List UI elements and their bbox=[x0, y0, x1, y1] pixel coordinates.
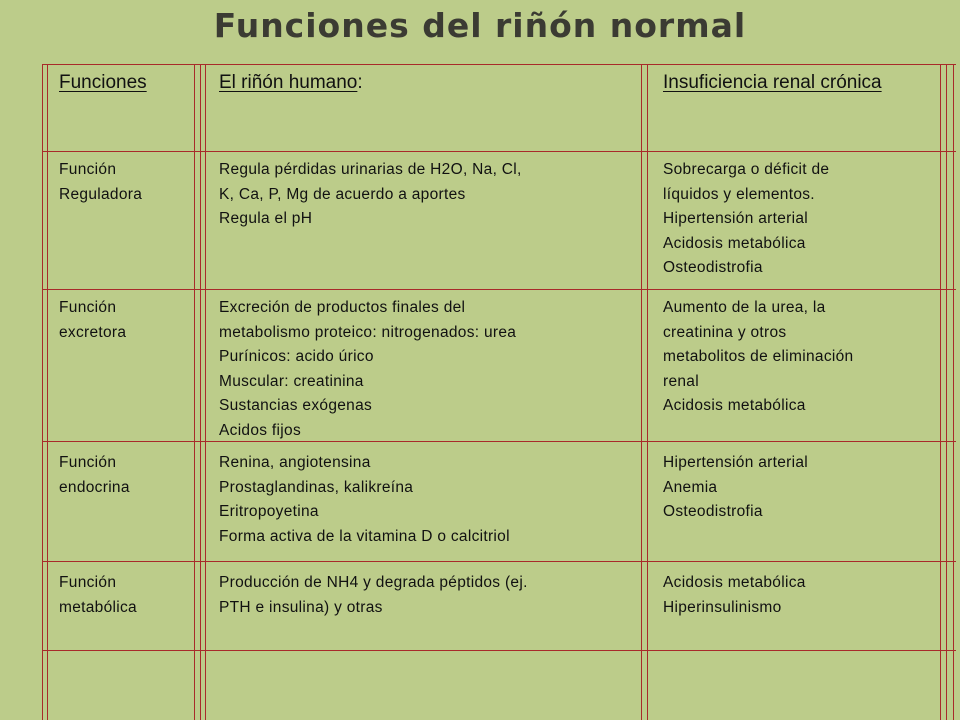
table-border-right bbox=[946, 64, 947, 720]
cell-funcion-excretora bbox=[59, 296, 126, 345]
header-rinon-humano-label: El riñón humano bbox=[219, 72, 358, 93]
header-irc: Insuficiencia renal crónica bbox=[663, 72, 882, 93]
row-divider bbox=[42, 151, 956, 152]
cell-line: Hipertensión arterial bbox=[663, 210, 809, 227]
row-divider bbox=[42, 561, 956, 562]
cell-line: endocrina bbox=[59, 478, 130, 496]
cell-line: Acidos fijos bbox=[219, 421, 301, 439]
cell-line: Acidosis metabólica bbox=[663, 234, 806, 252]
cell-line: Regula el pH bbox=[219, 210, 313, 227]
table-border-right-inner bbox=[940, 64, 941, 720]
header-rinon-humano-colon: : bbox=[357, 72, 363, 93]
column-divider bbox=[205, 64, 206, 720]
cell-funcion-metabolica bbox=[59, 571, 137, 620]
cell-line: Sustancias exógenas bbox=[219, 397, 373, 414]
cell-line: Osteodistrofia bbox=[663, 259, 763, 276]
cell-line: metabolitos de eliminación bbox=[663, 348, 854, 365]
cell-line: Excreción de productos finales del bbox=[219, 299, 466, 316]
cell-line: renal bbox=[663, 372, 699, 390]
row-divider bbox=[42, 289, 956, 290]
column-divider bbox=[200, 64, 201, 720]
cell-line: Muscular: creatinina bbox=[219, 372, 364, 390]
cell-irc-reguladora bbox=[663, 158, 829, 281]
cell-irc-metabolica bbox=[663, 571, 806, 620]
cell-line: líquidos y elementos. bbox=[663, 185, 815, 203]
cell-line: Reguladora bbox=[59, 185, 143, 203]
cell-rinon-excretora bbox=[219, 296, 516, 443]
cell-rinon-endocrina bbox=[219, 451, 510, 549]
cell-rinon-reguladora bbox=[219, 158, 522, 232]
cell-line: Renina, angiotensina bbox=[219, 454, 371, 471]
header-funciones: Funciones bbox=[59, 72, 147, 93]
cell-line: Forma activa de la vitamina D o calcitriol bbox=[219, 527, 510, 545]
cell-line: Hiperinsulinismo bbox=[663, 598, 782, 616]
cell-line: Acidosis metabólica bbox=[663, 397, 806, 414]
cell-line: metabólica bbox=[59, 598, 137, 616]
cell-line: Producción de NH4 y degrada péptidos (ej. bbox=[219, 574, 528, 591]
cell-irc-excretora bbox=[663, 296, 853, 419]
column-divider bbox=[194, 64, 195, 720]
cell-line: Función bbox=[59, 574, 117, 591]
cell-funcion-endocrina bbox=[59, 451, 130, 500]
column-divider bbox=[641, 64, 642, 720]
column-divider bbox=[647, 64, 648, 720]
cell-line: excretora bbox=[59, 323, 127, 341]
cell-line: Eritropoyetina bbox=[219, 503, 319, 520]
cell-line: PTH e insulina) y otras bbox=[219, 598, 383, 616]
cell-line: metabolismo proteico: nitrogenados: urea bbox=[219, 323, 517, 341]
cell-line: Hipertensión arterial bbox=[663, 454, 809, 471]
cell-line: Función bbox=[59, 299, 117, 316]
cell-line: Anemia bbox=[663, 478, 718, 496]
header-rinon-humano bbox=[219, 72, 363, 94]
cell-line: Función bbox=[59, 454, 117, 471]
cell-line: Aumento de la urea, la bbox=[663, 299, 826, 316]
cell-line: Regula pérdidas urinarias de H2O, Na, Cl, bbox=[219, 161, 522, 178]
page-title: Funciones del riñón normal bbox=[213, 6, 747, 45]
cell-line: K, Ca, P, Mg de acuerdo a aportes bbox=[219, 185, 466, 203]
row-divider bbox=[42, 650, 956, 651]
cell-rinon-metabolica bbox=[219, 571, 528, 620]
cell-line: creatinina y otros bbox=[663, 323, 787, 341]
table-border-right-outer bbox=[953, 64, 954, 720]
cell-line: Osteodistrofia bbox=[663, 503, 763, 520]
table-border-left-inner bbox=[47, 64, 48, 720]
cell-line: Sobrecarga o déficit de bbox=[663, 161, 830, 178]
cell-line: Función bbox=[59, 161, 117, 178]
cell-funcion-reguladora bbox=[59, 158, 142, 207]
table-border-left bbox=[42, 64, 43, 720]
row-divider bbox=[42, 64, 956, 65]
cell-line: Acidosis metabólica bbox=[663, 574, 806, 591]
cell-irc-endocrina bbox=[663, 451, 808, 525]
cell-line: Purínicos: acido úrico bbox=[219, 348, 374, 365]
cell-line: Prostaglandinas, kalikreína bbox=[219, 478, 414, 496]
